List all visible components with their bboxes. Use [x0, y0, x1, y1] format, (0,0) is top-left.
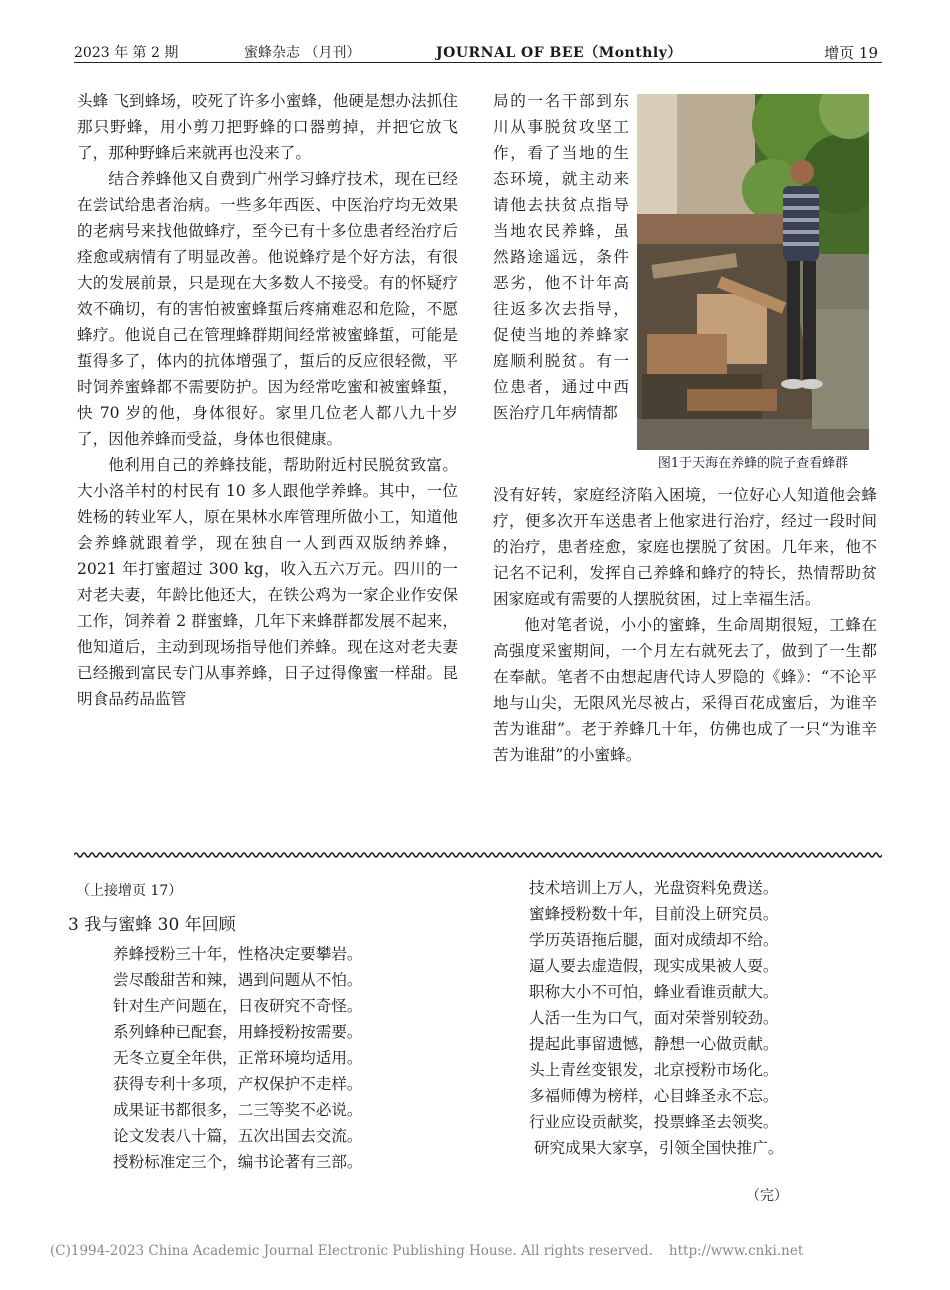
paragraph: 没有好转，家庭经济陷入困境，一位好心人知道他会蜂疗，便多次开车送患者上他家进行治疗，经过一段时间的治疗，患者痊愈，家庭也摆脱了贫困。几年来，他不记名不记利，发挥自己养蜂和蜂疗的特长，热情帮助贫困家庭或有需要的人摆脱贫困，过上幸福生活。	[493, 486, 877, 608]
poem-line: 提起此事留遗憾，静想一心做贡献。	[529, 1035, 779, 1053]
poem-line: 蜜蜂授粉数十年，目前没上研究员。	[529, 905, 779, 923]
end-mark: （完）	[746, 1188, 788, 1204]
poem-line: 逼人要去虚造假，现实成果被人耍。	[529, 957, 779, 975]
footer	[50, 1243, 803, 1259]
poem-line: 头上青丝变银发，北京授粉市场化。	[529, 1061, 779, 1079]
journal-title-cn: 蜜蜂杂志 （月刊）	[244, 45, 361, 61]
poem-line: 研究成果大家享，引领全国快推广。	[529, 1139, 784, 1157]
poem-line: 技术培训上万人，光盘资料免费送。	[529, 879, 779, 897]
poem-line: 尝尽酸甜苦和辣，遇到问题从不怕。	[113, 971, 363, 989]
poem-line: 成果证书都很多，二三等奖不必说。	[113, 1101, 363, 1119]
copyright-notice: (C)1994-2023 China Academic Journal Electronic Publishing House. All rights reserved.	[50, 1243, 653, 1259]
paragraph: 局的一名干部到东川从事脱贫攻坚工作，看了当地的生态环境，就主动来请他去扶贫点指导当地农民养蜂，虽然路途遥远，条件恶劣，他不计年高往返多次去指导，促使当地的养蜂家庭顺利脱贫。有一位患者，通过中西医治疗几年病情都	[493, 92, 629, 422]
continuation-note: （上接增页 17）	[76, 883, 183, 899]
photo-caption: 图1于天海在养蜂的院子查看蜂群	[657, 456, 849, 471]
poem-line: 人活一生为口气，面对荣誉别较劲。	[529, 1009, 779, 1027]
header-rule	[74, 62, 882, 63]
paragraph: 头蜂 飞到蜂场，咬死了许多小蜜蜂，他硬是想办法抓住那只野蜂，用小剪刀把野蜂的口器剪掉，并把它放飞了，那种野蜂后来就再也没来了。	[77, 92, 458, 162]
poem-line: 论文发表八十篇，五次出国去交流。	[113, 1127, 363, 1145]
poem-left-column	[113, 941, 363, 1175]
paragraph: 他利用自己的养蜂技能，帮助附近村民脱贫致富。大小洛羊村的村民有 10 多人跟他学养蜂。其中，一位姓杨的转业军人，原在果林水库管理所做小工，知道他会养蜂就跟着学，现在独自一人到西双版纳养蜂，2021 年打蜜超过 300 kg，收入五六万元。四川的一对老夫妻，年龄比他还大，在铁公鸡为一家企业作安保工作，饲养着 2 群蜜蜂，几年下来蜂群都发展不起来，他知道后，主动到现场指导他们养蜂。现在这对老夫妻已经搬到富民专门从事养蜂，日子过得像蜜一样甜。昆明食品药品监管	[77, 456, 458, 708]
paragraph: 结合养蜂他又自费到广州学习蜂疗技术，现在已经在尝试给患者治病。一些多年西医、中医治疗均无效果的老病号来找他做蜂疗，至今已有十多位患者经治疗后痊愈或病情有了明显改善。他说蜂疗是个好方法，有很大的发展前景，只是现在大多数人不接受。有的怀疑疗效不确切，有的害怕被蜜蜂蜇后疼痛难忍和危险，不愿蜂疗。他说自己在管理蜂群期间经常被蜜蜂蜇，可能是蜇得多了，体内的抗体增强了，蜇后的反应很轻微，平时饲养蜜蜂都不需要防护。因为经常吃蜜和被蜜蜂蜇，快 70 岁的他，身体很好。家里几位老人都八九十岁了，因他养蜂而受益，身体也很健康。	[77, 170, 458, 448]
right-wide-column	[493, 482, 877, 768]
poem-line: 系列蜂种已配套，用蜂授粉按需要。	[113, 1023, 363, 1041]
journal-title-en: JOURNAL OF BEE（Monthly）	[436, 45, 682, 61]
right-narrow-column	[493, 88, 629, 426]
poem-line: 养蜂授粉三十年，性格决定要攀岩。	[113, 945, 363, 963]
poem-line: 无冬立夏全年供，正常环境均适用。	[113, 1049, 363, 1067]
poem-line: 多福师傅为榜样，心目蜂圣永不忘。	[529, 1087, 779, 1105]
paragraph: 他对笔者说，小小的蜜蜂，生命周期很短，工蜂在高强度采蜜期间，一个月左右就死去了，做到了一生都在奉献。笔者不由想起唐代诗人罗隐的《蜂》：“不论平地与山尖，无限风光尽被占，采得百花成蜜后，为谁辛苦为谁甜”。老于养蜂几十年，仿佛也成了一只“为谁辛苦为谁甜”的小蜜蜂。	[493, 616, 877, 764]
poem-line: 学历英语拖后腿，面对成绩却不给。	[529, 931, 779, 949]
photo-illustration	[637, 94, 869, 450]
poem-line: 授粉标准定三个，编书论著有三部。	[113, 1153, 363, 1171]
poem-line: 行业应设贡献奖，投票蜂圣去领奖。	[529, 1113, 779, 1131]
poem-right-column	[529, 875, 783, 1161]
running-header	[74, 40, 882, 64]
left-column	[77, 88, 458, 712]
poem-line: 获得专利十多项，产权保护不走样。	[113, 1075, 363, 1093]
issue-number: 2023 年 第 2 期	[74, 45, 179, 61]
footer-url: http://www.cnki.net	[668, 1243, 804, 1259]
page-number: 增页 19	[824, 44, 878, 62]
photo-beekeeper-yard	[637, 94, 869, 450]
poem-line: 职称大小不可怕，蜂业看谁贡献大。	[529, 983, 779, 1001]
section-heading: 3 我与蜜蜂 30 年回顾	[68, 915, 236, 935]
ornamental-divider	[74, 850, 882, 860]
poem-line: 针对生产问题在，日夜研究不奇怪。	[113, 997, 363, 1015]
